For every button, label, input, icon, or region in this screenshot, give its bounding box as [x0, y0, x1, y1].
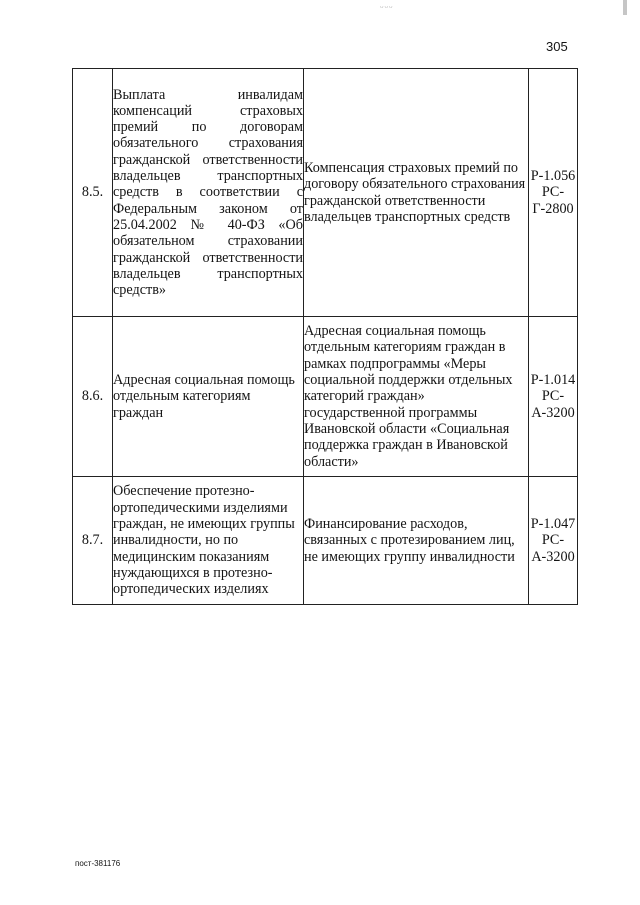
row-description: Адресная социальная помощь отдельным категориям граждан в рамках подпрограммы «Меры социальной поддержки отдельных категорий граждан» государственной программы Ивановской области «Социальная поддержка граждан в Ивановской области»: [304, 317, 529, 477]
row-code: Р-1.047 РС-А-3200: [529, 477, 578, 605]
row-number: 8.5.: [73, 69, 113, 317]
row-description: Компенсация страховых премий по договору обязательного страхования гражданской ответственности владельцев транспортных средств: [304, 69, 529, 317]
row-number: 8.7.: [73, 477, 113, 605]
scan-edge-mark: [623, 0, 627, 15]
page-number: 305: [546, 39, 568, 54]
row-code: Р-1.056 РС-Г-2800: [529, 69, 578, 317]
scan-artifact: ᴗᴗᴗ: [380, 2, 394, 10]
table-row: [73, 317, 578, 477]
table-row: [73, 477, 578, 605]
services-table: [72, 68, 578, 605]
row-name: Обеспечение протезно-ортопедическими изделиями граждан, не имеющих группы инвалидности, но по медицинским показаниям нуждающихся в протезно-ортопедических изделиях: [113, 477, 304, 605]
row-name: Выплата инвалидам компенсаций страховых премий по договорам обязательного страхования гражданской ответственности владельцев транспортных средств в соответствии с Федеральным законом от 25.04.2002 № 40-ФЗ «Об обязательном страховании гражданской ответственности владельцев транспортных средств»: [113, 69, 304, 317]
row-name: Адресная социальная помощь отдельным категориям граждан: [113, 317, 304, 477]
row-number: 8.6.: [73, 317, 113, 477]
row-code: Р-1.014 РС-А-3200: [529, 317, 578, 477]
row-description: Финансирование расходов, связанных с протезированием лиц, не имеющих группу инвалидности: [304, 477, 529, 605]
document-code: пост-381176: [75, 859, 121, 868]
table-row: [73, 69, 578, 317]
